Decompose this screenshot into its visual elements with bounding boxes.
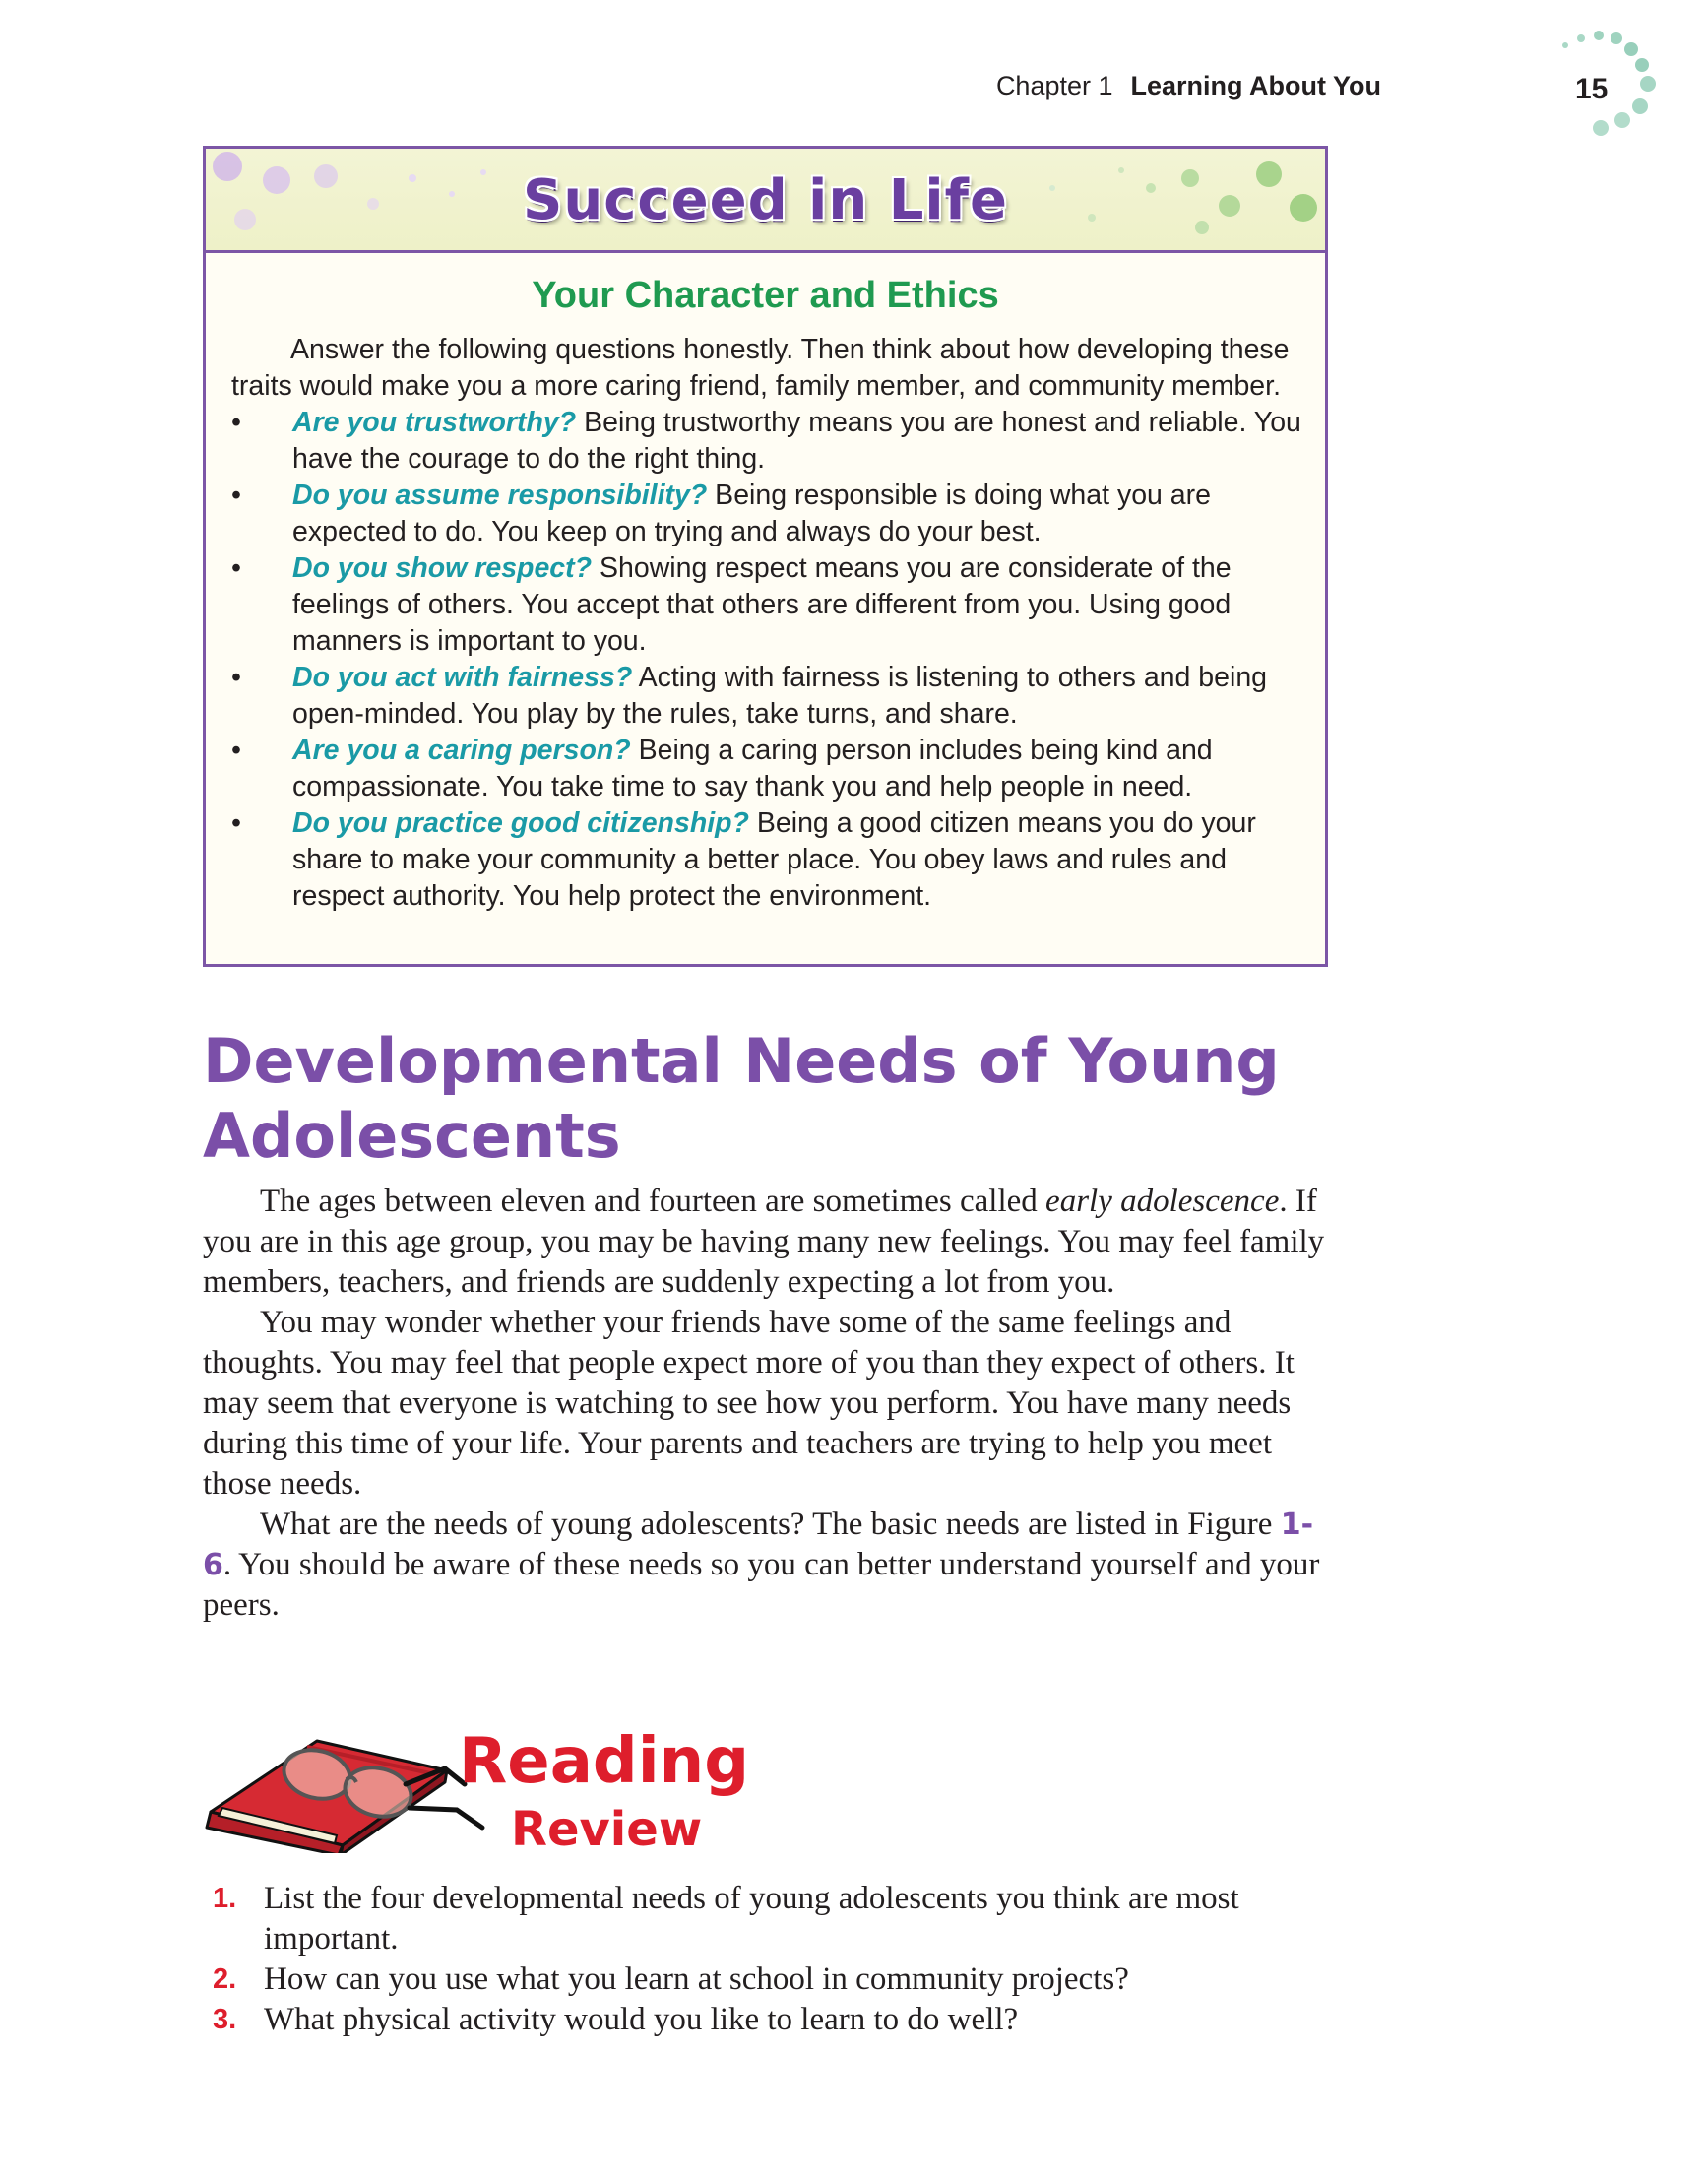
page-number: 15 xyxy=(1575,73,1609,105)
trait-text: Acting with fairness is listening to others and being open-minded. You play by the rules, take turns, and share. xyxy=(292,662,1268,730)
paragraph-2: You may wonder whether your friends have some of the same feelings and thoughts. You may feel that people expect more of you than they expect of others. It may seem that everyone is watching to see how you perform. You have many needs during this time of your life. Your parents and teachers are trying to help you meet those needs. xyxy=(203,1305,1295,1502)
trait-text: Being responsible is doing what you are expected to do. You keep on trying and always do your best. xyxy=(292,480,1211,547)
trait-list xyxy=(231,405,1301,915)
review-questions xyxy=(203,1879,1335,2040)
banner-title: Succeed in Life xyxy=(523,168,1008,232)
question-number: 2. xyxy=(213,1963,237,1995)
feature-banner xyxy=(206,149,1325,253)
question-text: List the four developmental needs of young adolescents you think are most important. xyxy=(264,1881,1239,1957)
list-item xyxy=(231,478,1301,550)
decorative-dots-icon xyxy=(1553,30,1662,148)
trait-text: Being trustworthy means you are honest and reliable. You have the courage to do the right thing. xyxy=(292,407,1301,475)
section-heading xyxy=(203,1024,1384,1174)
list-item xyxy=(231,733,1301,805)
question-text: What physical activity would you like to learn to do well? xyxy=(264,2002,1019,2037)
trait-question: Do you act with fairness? xyxy=(292,662,633,693)
bullet: • xyxy=(231,552,241,584)
feature-intro: Answer the following questions honestly. Then think about how developing these traits would make you a more caring friend, family member, and community member. xyxy=(231,334,1290,402)
list-item xyxy=(231,805,1301,915)
p3-text-a: What are the needs of young adolescents? The basic needs are listed in Figure xyxy=(260,1507,1281,1542)
section-heading-line2: Adolescents xyxy=(203,1100,621,1172)
question-text: How can you use what you learn at school in community projects? xyxy=(264,1961,1129,1997)
list-item xyxy=(231,550,1301,660)
paragraph-3 xyxy=(203,1505,1335,1626)
trait-text: Being a good citizen means you do your share to make your community a better place. You obey laws and rules and respect authority. You help protect the environment. xyxy=(292,807,1256,912)
trait-question: Do you show respect? xyxy=(292,552,593,584)
trait-text: Being a caring person includes being kind and compassionate. You take time to say thank you and help people in need. xyxy=(292,735,1213,803)
question-number: 3. xyxy=(213,2004,237,2035)
chapter-title: Learning About You xyxy=(1130,71,1381,100)
question-number: 1. xyxy=(213,1883,237,1914)
figure-reference-link[interactable]: 1-6 xyxy=(203,1508,1314,1582)
list-item xyxy=(203,1879,1335,1959)
article-body xyxy=(203,1182,1335,1626)
trait-text: Showing respect means you are considerate of the feelings of others. You accept that others are different from you. Using good manners is important to you. xyxy=(292,552,1232,657)
bullet: • xyxy=(231,480,241,511)
list-item xyxy=(231,405,1301,478)
bullet: • xyxy=(231,735,241,766)
list-item xyxy=(203,1959,1335,2000)
bullet: • xyxy=(231,407,241,438)
chapter-label: Chapter 1 xyxy=(995,71,1113,100)
p3-text-b: . You should be aware of these needs so you can better understand yourself and your peers. xyxy=(203,1547,1320,1623)
feature-body xyxy=(231,332,1301,915)
p1-term: early adolescence xyxy=(1045,1184,1280,1219)
trait-question: Do you practice good citizenship? xyxy=(292,807,749,839)
bullet: • xyxy=(231,662,241,693)
trait-question: Do you assume responsibility? xyxy=(292,480,708,511)
book-and-glasses-icon xyxy=(199,1725,494,1853)
list-item xyxy=(203,2000,1335,2040)
reading-review-title: Reading xyxy=(459,1725,749,1798)
list-item xyxy=(231,660,1301,733)
bullet: • xyxy=(231,807,241,839)
feature-subtitle: Your Character and Ethics xyxy=(532,275,999,316)
trait-question: Are you trustworthy? xyxy=(292,407,577,438)
reading-review-subtitle: Review xyxy=(511,1802,703,1857)
p1-text-a: The ages between eleven and fourteen are sometimes called xyxy=(260,1184,1046,1219)
running-header xyxy=(996,71,1381,101)
p1-text-b: . If you are in this age group, you may be having many new feelings. You may feel family members, teachers, and friends are suddenly expecting a lot from you. xyxy=(203,1184,1325,1300)
section-heading-line1: Developmental Needs of Young xyxy=(203,1025,1280,1097)
paragraph-1 xyxy=(203,1182,1335,1303)
trait-question: Are you a caring person? xyxy=(292,735,631,766)
succeed-in-life-box xyxy=(203,146,1328,967)
